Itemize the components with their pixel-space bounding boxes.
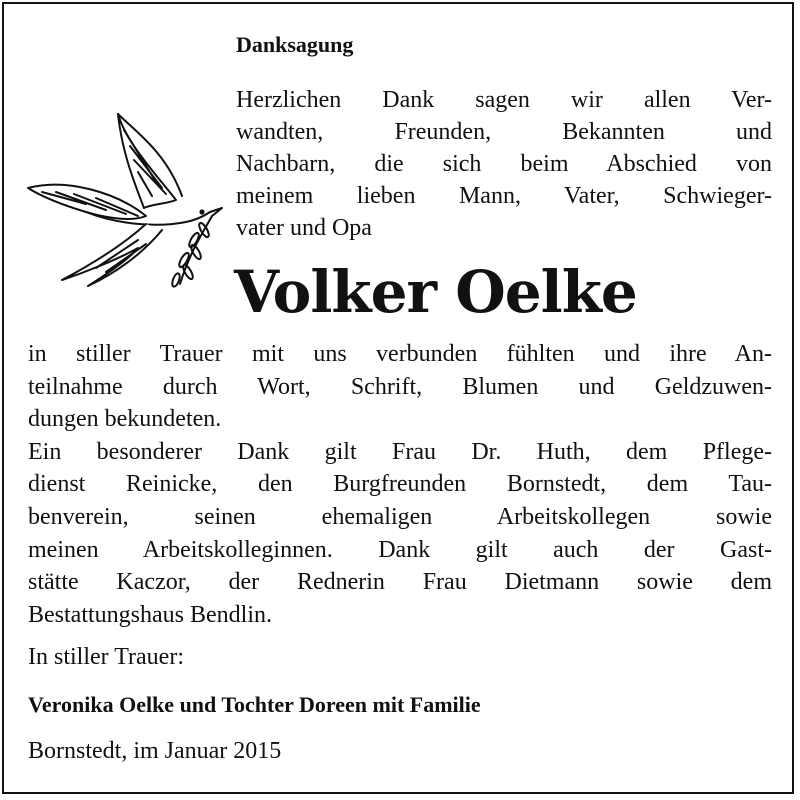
dove-icon <box>26 112 226 292</box>
body-line: in stiller Trauer mit uns verbunden fühlten und ihre An- <box>28 341 772 367</box>
intro-line: meinem lieben Mann, Vater, Schwieger- <box>236 183 772 209</box>
body-line: meinen Arbeitskolleginnen. Dank gilt auch der Gast- <box>28 536 772 563</box>
body-line: teilnahme durch Wort, Schrift, Blumen und Geldzuwen- <box>28 373 772 400</box>
thanks-paragraph <box>28 338 772 631</box>
place-date: Bornstedt, im Januar 2015 <box>28 738 282 764</box>
body-line: Bestattungshaus Bendlin. <box>28 601 272 628</box>
intro-line: Herzlichen Dank sagen wir allen Ver- <box>236 87 772 113</box>
intro-paragraph <box>236 84 772 244</box>
body-line: dungen bekundeten. <box>28 406 222 433</box>
notice-heading: Danksagung <box>236 32 354 57</box>
body-line: Ein besonderer Dank gilt Frau Dr. Huth, dem Pflege- <box>28 438 772 465</box>
body-line: benverein, seinen ehemaligen Arbeitskollegen sowie <box>28 503 772 530</box>
body-line: dienst Reinicke, den Burgfreunden Bornstedt, dem Tau- <box>28 471 772 498</box>
intro-line: Nachbarn, die sich beim Abschied von <box>236 151 772 177</box>
intro-line: wandten, Freunden, Bekannten und <box>236 119 772 145</box>
mourning-label: In stiller Trauer: <box>28 644 184 670</box>
family-signature: Veronika Oelke und Tochter Doreen mit Familie <box>28 692 481 717</box>
intro-line: vater und Opa <box>236 215 372 241</box>
deceased-name: Volker Oelke <box>234 258 637 326</box>
body-line: stätte Kaczor, der Rednerin Frau Dietmann sowie dem <box>28 569 772 596</box>
